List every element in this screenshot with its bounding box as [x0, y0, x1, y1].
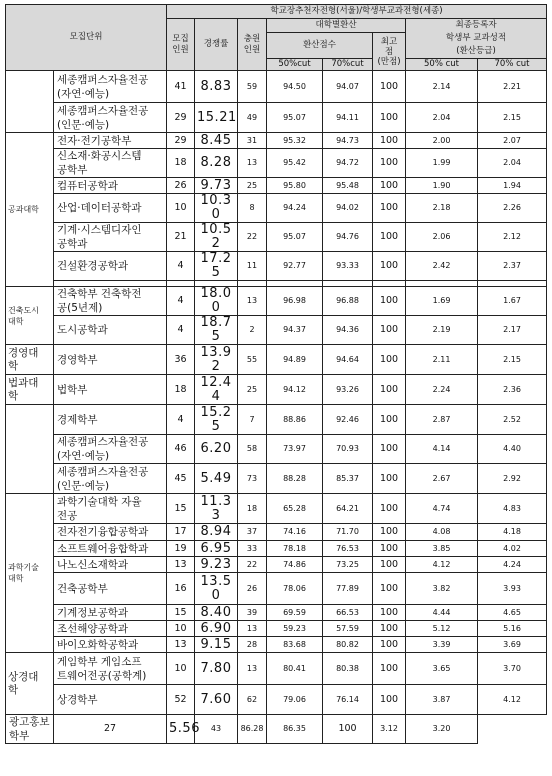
header-converted-score: 환산점수: [267, 33, 373, 59]
table-row: [6, 494, 547, 524]
score-cut70: 94.76: [323, 223, 373, 252]
grade-cut50: 2.19: [406, 316, 478, 345]
recruit-count: 46: [167, 435, 195, 464]
college-cell: 법과대 학: [6, 375, 54, 405]
max-score: 100: [323, 715, 373, 744]
header-added: 충원 인원: [238, 19, 267, 71]
table-row: [6, 345, 547, 375]
grade-cut50: 2.04: [406, 103, 478, 133]
table-row: [6, 223, 547, 252]
grade-cut70: 2.92: [478, 464, 547, 494]
score-cut70: 94.11: [323, 103, 373, 133]
competition-rate: 9.23: [195, 557, 238, 573]
competition-rate: 5.49: [195, 464, 238, 494]
competition-rate: 8.83: [195, 71, 238, 103]
grade-cut70: 4.24: [478, 557, 547, 573]
score-cut70: 80.82: [323, 637, 373, 653]
added-count: 13: [238, 653, 267, 685]
header-unit: 모집단위: [6, 5, 167, 71]
grade-cut70: 4.18: [478, 524, 547, 541]
max-score: 100: [373, 637, 406, 653]
table-row: [6, 375, 547, 405]
score-cut50: 74.16: [267, 524, 323, 541]
added-count: 43: [195, 715, 238, 744]
grade-cut50: 2.11: [406, 345, 478, 375]
recruit-count: 15: [167, 605, 195, 621]
max-score: 100: [373, 653, 406, 685]
grade-cut50: 1.69: [406, 287, 478, 316]
grade-cut50: 3.12: [373, 715, 406, 744]
header-converted-group: 대학별환산: [267, 19, 406, 33]
header-score-cut50: 50%cut: [267, 59, 323, 71]
max-score: 100: [373, 375, 406, 405]
grade-cut50: 3.82: [406, 573, 478, 605]
grade-cut70: 2.21: [478, 71, 547, 103]
score-cut70: 94.64: [323, 345, 373, 375]
grade-cut70: 1.67: [478, 287, 547, 316]
recruit-count: 21: [167, 223, 195, 252]
grade-cut50: 3.65: [406, 653, 478, 685]
added-count: 25: [238, 375, 267, 405]
added-count: 25: [238, 178, 267, 194]
score-cut50: 94.37: [267, 316, 323, 345]
competition-rate: 7.80: [195, 653, 238, 685]
grade-cut50: 2.14: [406, 71, 478, 103]
header-registrant-group: 최종등록자 학생부 교과성적 (환산등급): [406, 19, 547, 59]
score-cut50: 78.06: [267, 573, 323, 605]
table-row: [6, 464, 547, 494]
grade-cut50: 1.99: [406, 149, 478, 178]
table-row: [6, 524, 547, 541]
grade-cut50: 3.39: [406, 637, 478, 653]
table-row: [6, 287, 547, 316]
competition-rate: 12.4 4: [195, 375, 238, 405]
score-cut70: 86.35: [267, 715, 323, 744]
grade-cut50: 4.44: [406, 605, 478, 621]
unit-name: 법학부: [54, 375, 167, 405]
score-cut50: 96.98: [267, 287, 323, 316]
score-cut70: 80.38: [323, 653, 373, 685]
score-cut50: 94.89: [267, 345, 323, 375]
recruit-count: 4: [167, 252, 195, 281]
grade-cut70: 2.52: [478, 405, 547, 435]
competition-rate: 5.56: [167, 715, 195, 744]
table-row: [6, 435, 547, 464]
max-score: 100: [373, 557, 406, 573]
unit-name: 상경학부: [54, 685, 167, 715]
competition-rate: 6.95: [195, 541, 238, 557]
header-recruit: 모집 인원: [167, 19, 195, 71]
recruit-count: 27: [54, 715, 167, 744]
added-count: 55: [238, 345, 267, 375]
unit-name: 세종캠퍼스자율전공 (인문·예능): [54, 103, 167, 133]
score-cut50: 92.77: [267, 252, 323, 281]
grade-cut50: 3.87: [406, 685, 478, 715]
header-grade-cut70: 70% cut: [478, 59, 547, 71]
recruit-count: 19: [167, 541, 195, 557]
added-count: 39: [238, 605, 267, 621]
grade-cut50: 1.90: [406, 178, 478, 194]
grade-cut50: 4.08: [406, 524, 478, 541]
score-cut70: 94.07: [323, 71, 373, 103]
score-cut50: 88.86: [267, 405, 323, 435]
recruit-count: 15: [167, 494, 195, 524]
recruit-count: 4: [167, 287, 195, 316]
score-cut70: 96.88: [323, 287, 373, 316]
grade-cut50: 2.06: [406, 223, 478, 252]
score-cut50: 94.50: [267, 71, 323, 103]
competition-rate: 17.2 5: [195, 252, 238, 281]
competition-rate: 11.3 3: [195, 494, 238, 524]
table-row: [6, 715, 547, 744]
score-cut50: 95.32: [267, 133, 323, 149]
score-cut70: 64.21: [323, 494, 373, 524]
max-score: 100: [373, 605, 406, 621]
table-row: [6, 637, 547, 653]
grade-cut70: 4.12: [478, 685, 547, 715]
score-cut50: 59.23: [267, 621, 323, 637]
grade-cut70: 2.07: [478, 133, 547, 149]
header-grade-cut50: 50% cut: [406, 59, 478, 71]
recruit-count: 17: [167, 524, 195, 541]
competition-rate: 8.94: [195, 524, 238, 541]
header-max-score: 최고 점 (만점): [373, 33, 406, 71]
max-score: 100: [373, 405, 406, 435]
competition-rate: 10.5 2: [195, 223, 238, 252]
grade-cut50: 4.74: [406, 494, 478, 524]
grade-cut70: 3.70: [478, 653, 547, 685]
recruit-count: 29: [167, 103, 195, 133]
score-cut70: 95.48: [323, 178, 373, 194]
max-score: 100: [373, 252, 406, 281]
score-cut50: 95.80: [267, 178, 323, 194]
recruit-count: 4: [167, 316, 195, 345]
grade-cut50: 4.14: [406, 435, 478, 464]
competition-rate: 15.2 5: [195, 405, 238, 435]
max-score: 100: [373, 494, 406, 524]
added-count: 28: [238, 637, 267, 653]
added-count: 31: [238, 133, 267, 149]
grade-cut70: 2.12: [478, 223, 547, 252]
college-cell: 과학기술 대학: [6, 494, 54, 653]
max-score: 100: [373, 345, 406, 375]
grade-cut50: 3.85: [406, 541, 478, 557]
grade-cut70: 2.37: [478, 252, 547, 281]
score-cut50: 94.24: [267, 194, 323, 223]
max-score: 100: [373, 464, 406, 494]
competition-rate: 7.60: [195, 685, 238, 715]
score-cut70: 66.53: [323, 605, 373, 621]
unit-name: 기계정보공학과: [54, 605, 167, 621]
max-score: 100: [373, 71, 406, 103]
competition-rate: 10.3 0: [195, 194, 238, 223]
competition-rate: 8.40: [195, 605, 238, 621]
grade-cut70: 2.04: [478, 149, 547, 178]
added-count: 49: [238, 103, 267, 133]
score-cut50: 79.06: [267, 685, 323, 715]
score-cut70: 94.02: [323, 194, 373, 223]
max-score: 100: [373, 149, 406, 178]
score-cut70: 94.72: [323, 149, 373, 178]
recruit-count: 16: [167, 573, 195, 605]
score-cut70: 76.53: [323, 541, 373, 557]
max-score: 100: [373, 573, 406, 605]
table-row: [6, 405, 547, 435]
recruit-count: 18: [167, 375, 195, 405]
competition-rate: 9.73: [195, 178, 238, 194]
recruit-count: 10: [167, 621, 195, 637]
score-cut70: 94.36: [323, 316, 373, 345]
grade-cut50: 2.42: [406, 252, 478, 281]
grade-cut70: 4.02: [478, 541, 547, 557]
score-cut70: 76.14: [323, 685, 373, 715]
competition-rate: 8.45: [195, 133, 238, 149]
unit-name: 세종캠퍼스자율전공 (자연·예능): [54, 435, 167, 464]
score-cut50: 80.41: [267, 653, 323, 685]
score-cut70: 70.93: [323, 435, 373, 464]
score-cut50: 78.18: [267, 541, 323, 557]
header-score-cut70: 70%cut: [323, 59, 373, 71]
score-cut70: 92.46: [323, 405, 373, 435]
recruit-count: 45: [167, 464, 195, 494]
grade-cut50: 4.12: [406, 557, 478, 573]
max-score: 100: [373, 316, 406, 345]
unit-name: 경영학부: [54, 345, 167, 375]
college-cell: 경영대 학: [6, 345, 54, 375]
table-row: [6, 133, 547, 149]
grade-cut50: 2.24: [406, 375, 478, 405]
competition-rate: 18.0 0: [195, 287, 238, 316]
max-score: 100: [373, 435, 406, 464]
recruit-count: 52: [167, 685, 195, 715]
table-row: [6, 685, 547, 715]
recruit-count: 10: [167, 653, 195, 685]
unit-name: 광고홍보학부: [6, 715, 54, 744]
max-score: 100: [373, 621, 406, 637]
unit-name: 바이오화학공학과: [54, 637, 167, 653]
max-score: 100: [373, 133, 406, 149]
added-count: 8: [238, 194, 267, 223]
grade-cut70: 2.15: [478, 345, 547, 375]
added-count: 58: [238, 435, 267, 464]
added-count: 13: [238, 287, 267, 316]
unit-name: 세종캠퍼스자율전공 (인문·예능): [54, 464, 167, 494]
score-cut50: 65.28: [267, 494, 323, 524]
grade-cut70: 5.16: [478, 621, 547, 637]
score-cut70: 57.59: [323, 621, 373, 637]
added-count: 33: [238, 541, 267, 557]
grade-cut70: 3.69: [478, 637, 547, 653]
table-row: [6, 541, 547, 557]
table-row: [6, 71, 547, 103]
competition-rate: 13.9 2: [195, 345, 238, 375]
table-row: [6, 316, 547, 345]
competition-rate: 6.90: [195, 621, 238, 637]
competition-rate: 8.28: [195, 149, 238, 178]
unit-name: 게임학부 게임소프 트웨어전공(공학계): [54, 653, 167, 685]
unit-name: 세종캠퍼스자율전공 (자연·예능): [54, 71, 167, 103]
table-row: [6, 194, 547, 223]
unit-name: 신소재·화공시스템 공학부: [54, 149, 167, 178]
college-cell: [6, 405, 54, 494]
score-cut70: 77.89: [323, 573, 373, 605]
score-cut50: 95.07: [267, 103, 323, 133]
added-count: 59: [238, 71, 267, 103]
max-score: 100: [373, 541, 406, 557]
competition-rate: 18.7 5: [195, 316, 238, 345]
score-cut50: 94.12: [267, 375, 323, 405]
college-cell: 건축도시 대학: [6, 287, 54, 345]
grade-cut50: 5.12: [406, 621, 478, 637]
added-count: 26: [238, 573, 267, 605]
unit-name: 소프트웨어융합학과: [54, 541, 167, 557]
score-cut70: 93.26: [323, 375, 373, 405]
competition-rate: 13.5 0: [195, 573, 238, 605]
grade-cut70: 2.17: [478, 316, 547, 345]
max-score: 100: [373, 178, 406, 194]
recruit-count: 18: [167, 149, 195, 178]
recruit-count: 13: [167, 637, 195, 653]
added-count: 13: [238, 621, 267, 637]
grade-cut70: 4.83: [478, 494, 547, 524]
unit-name: 경제학부: [54, 405, 167, 435]
grade-cut70: 1.94: [478, 178, 547, 194]
unit-name: 건설환경공학과: [54, 252, 167, 281]
competition-rate: 6.20: [195, 435, 238, 464]
score-cut70: 94.73: [323, 133, 373, 149]
unit-name: 기계·시스템디자인 공학과: [54, 223, 167, 252]
header-admission-type: 학교장추천자전형(서울)/학생부교과전형(세종): [167, 5, 547, 19]
grade-cut50: 2.67: [406, 464, 478, 494]
score-cut50: 74.86: [267, 557, 323, 573]
score-cut50: 95.42: [267, 149, 323, 178]
recruit-count: 26: [167, 178, 195, 194]
score-cut70: 73.25: [323, 557, 373, 573]
added-count: 22: [238, 223, 267, 252]
unit-name: 건축학부 건축학전 공(5년제): [54, 287, 167, 316]
recruit-count: 41: [167, 71, 195, 103]
unit-name: 산업·데이터공학과: [54, 194, 167, 223]
score-cut50: 86.28: [238, 715, 267, 744]
grade-cut70: 4.40: [478, 435, 547, 464]
score-cut70: 71.70: [323, 524, 373, 541]
recruit-count: 29: [167, 133, 195, 149]
added-count: 73: [238, 464, 267, 494]
grade-cut50: 2.18: [406, 194, 478, 223]
max-score: 100: [373, 524, 406, 541]
score-cut50: 83.68: [267, 637, 323, 653]
added-count: 62: [238, 685, 267, 715]
grade-cut70: 2.26: [478, 194, 547, 223]
table-row: [6, 252, 547, 281]
header-competition-rate: 경쟁률: [195, 19, 238, 71]
table-row: [6, 573, 547, 605]
added-count: 18: [238, 494, 267, 524]
competition-rate: 15.21: [195, 103, 238, 133]
recruit-count: 13: [167, 557, 195, 573]
college-cell: 공과대학: [6, 133, 54, 287]
unit-name: 도시공학과: [54, 316, 167, 345]
unit-name: 건축공학부: [54, 573, 167, 605]
score-cut50: 69.59: [267, 605, 323, 621]
unit-name: 컴퓨터공학과: [54, 178, 167, 194]
college-cell: [6, 71, 54, 133]
added-count: 22: [238, 557, 267, 573]
table-row: [6, 178, 547, 194]
max-score: 100: [373, 103, 406, 133]
added-count: 2: [238, 316, 267, 345]
added-count: 7: [238, 405, 267, 435]
unit-name: 나노신소재학과: [54, 557, 167, 573]
recruit-count: 36: [167, 345, 195, 375]
added-count: 11: [238, 252, 267, 281]
grade-cut70: 3.20: [406, 715, 478, 744]
unit-name: 전자·전기공학부: [54, 133, 167, 149]
added-count: 37: [238, 524, 267, 541]
grade-cut70: 3.93: [478, 573, 547, 605]
grade-cut50: 2.00: [406, 133, 478, 149]
table-row: [6, 103, 547, 133]
score-cut70: 85.37: [323, 464, 373, 494]
table-row: [6, 653, 547, 685]
max-score: 100: [373, 194, 406, 223]
max-score: 100: [373, 685, 406, 715]
grade-cut50: 2.87: [406, 405, 478, 435]
admission-results-table: [5, 4, 547, 744]
unit-name: 조선해양공학과: [54, 621, 167, 637]
table-row: [6, 605, 547, 621]
max-score: 100: [373, 287, 406, 316]
grade-cut70: 4.65: [478, 605, 547, 621]
unit-name: 과학기술대학 자율 전공: [54, 494, 167, 524]
grade-cut70: 2.36: [478, 375, 547, 405]
table-row: [6, 557, 547, 573]
college-cell: 상경대 학: [6, 653, 54, 715]
score-cut70: 93.33: [323, 252, 373, 281]
table-row: [6, 149, 547, 178]
unit-name: 전자전기융합공학과: [54, 524, 167, 541]
max-score: 100: [373, 223, 406, 252]
table-row: [6, 621, 547, 637]
score-cut50: 95.07: [267, 223, 323, 252]
recruit-count: 4: [167, 405, 195, 435]
grade-cut70: 2.15: [478, 103, 547, 133]
score-cut50: 88.28: [267, 464, 323, 494]
recruit-count: 10: [167, 194, 195, 223]
added-count: 13: [238, 149, 267, 178]
competition-rate: 9.15: [195, 637, 238, 653]
score-cut50: 73.97: [267, 435, 323, 464]
